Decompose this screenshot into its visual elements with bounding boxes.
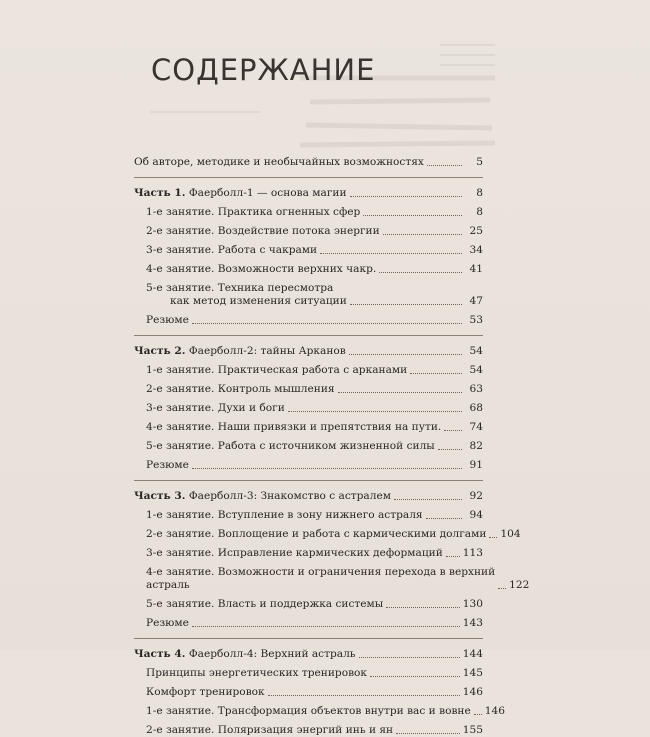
- leader-dots: [446, 556, 460, 557]
- toc-entry-row[interactable]: [134, 560, 530, 592]
- toc-part-row[interactable]: [134, 484, 483, 503]
- toc-entry-row[interactable]: [134, 434, 483, 453]
- toc-entry-label: 1-е занятие. Практика огненных сфер: [146, 206, 361, 218]
- leader-dots: [350, 196, 462, 197]
- part-number: Часть 1.: [134, 187, 186, 199]
- toc-page-number: 74: [469, 421, 483, 433]
- section-divider: [134, 472, 483, 481]
- toc-summary-row[interactable]: [134, 308, 483, 327]
- toc-page-number: 47: [469, 295, 483, 307]
- toc-page-number: 54: [469, 364, 483, 376]
- toc-intro-row[interactable]: [134, 150, 483, 169]
- toc-entry-row[interactable]: [134, 718, 483, 737]
- toc-part-label: [134, 345, 346, 358]
- part-title: Фаерболл-3: Знакомство с астралем: [188, 490, 391, 502]
- toc-page-number: 25: [469, 225, 483, 237]
- part-title: Фаерболл-1 — основа магии: [188, 187, 347, 199]
- toc-entry-label: 4-е занятие. Наши привязки и препятствия на пути.: [146, 421, 442, 433]
- leader-dots: [192, 468, 462, 469]
- toc-page-number: 8: [476, 206, 483, 218]
- leader-dots: [386, 607, 460, 608]
- toc-entry-label: Резюме: [146, 617, 189, 629]
- leader-dots: [426, 518, 462, 519]
- leader-dots: [349, 354, 462, 355]
- toc-entry-label: 1-е занятие. Трансформация объектов внутри вас и вовне: [146, 705, 471, 717]
- leader-dots: [438, 449, 462, 450]
- section-divider: [134, 630, 483, 639]
- toc-page-number: 155: [462, 724, 483, 736]
- leader-dots: [489, 537, 497, 538]
- toc-entry-label: 5-е занятие. Работа с источником жизненной силы: [146, 440, 435, 452]
- toc-page-number: 145: [462, 667, 483, 679]
- toc-entry-label: 2-е занятие. Контроль мышления: [146, 383, 335, 395]
- page-title: СОДЕРЖАНИЕ: [151, 53, 376, 88]
- leader-dots: [379, 272, 462, 273]
- toc-page-number: 113: [462, 547, 483, 559]
- part-title: Фаерболл-2: тайны Арканов: [188, 345, 346, 357]
- toc-entry-row[interactable]: [134, 415, 483, 434]
- toc-part-row[interactable]: [134, 339, 483, 358]
- leader-dots: [320, 253, 462, 254]
- toc-entry-label: 3-е занятие. Работа с чакрами: [146, 244, 318, 256]
- toc-page-number: 146: [462, 686, 483, 698]
- toc-entry-line1: 5-е занятие. Техника пересмотра: [146, 282, 334, 294]
- toc-page-number: 34: [469, 244, 483, 256]
- leader-dots: [444, 430, 462, 431]
- toc-page-number: 146: [484, 705, 505, 717]
- toc-entry-line2: астраль: [146, 579, 190, 591]
- leader-dots: [410, 373, 462, 374]
- toc-entry-label: Об авторе, методике и необычайных возможностях: [134, 156, 424, 168]
- leader-dots: [288, 411, 462, 412]
- toc-entry-label: [146, 282, 347, 308]
- toc-entry-row[interactable]: [134, 522, 521, 541]
- toc-entry-label: 1-е занятие. Вступление в зону нижнего астраля: [146, 509, 423, 521]
- leader-dots: [350, 304, 462, 305]
- leader-dots: [192, 626, 460, 627]
- toc-entry-label: Принципы энергетических тренировок: [146, 667, 368, 679]
- leader-dots: [474, 714, 482, 715]
- toc-page-number: 104: [500, 528, 521, 540]
- toc-page-number: 5: [476, 156, 483, 168]
- toc-summary-row[interactable]: [134, 453, 483, 472]
- part-number: Часть 3.: [134, 490, 186, 502]
- section-divider: [134, 169, 483, 178]
- toc-entry-row[interactable]: [134, 680, 483, 699]
- leader-dots: [396, 733, 460, 734]
- toc-part-row[interactable]: [134, 181, 483, 200]
- toc-part-label: [134, 490, 391, 503]
- part-number: Часть 2.: [134, 345, 186, 357]
- toc-page-number: 144: [462, 648, 483, 660]
- leader-dots: [394, 499, 462, 500]
- toc-page-number: 143: [462, 617, 483, 629]
- toc-entry-row[interactable]: [134, 503, 483, 522]
- toc-entry-row[interactable]: [134, 257, 483, 276]
- toc-part-label: [134, 187, 347, 200]
- toc-entry-row[interactable]: [134, 541, 483, 560]
- toc-page-number: 63: [469, 383, 483, 395]
- leader-dots: [363, 215, 462, 216]
- toc-entry-label: 3-е занятие. Духи и боги: [146, 402, 285, 414]
- leader-dots: [370, 676, 460, 677]
- toc-entry-label: Резюме: [146, 459, 189, 471]
- toc-page-number: 91: [469, 459, 483, 471]
- toc-summary-row[interactable]: [134, 611, 483, 630]
- toc-entry-label: Резюме: [146, 314, 189, 326]
- toc-entry-line2: как метод изменения ситуации: [170, 295, 347, 307]
- toc-page-number: 53: [469, 314, 483, 326]
- toc-entry-row[interactable]: [134, 661, 483, 680]
- toc-entry-row[interactable]: [134, 238, 483, 257]
- leader-dots: [427, 165, 462, 166]
- table-of-contents: [134, 150, 530, 737]
- toc-page-number: 94: [469, 509, 483, 521]
- leader-dots: [383, 234, 462, 235]
- toc-entry-label: 3-е занятие. Исправление кармических деформаций: [146, 547, 443, 559]
- toc-entry-row[interactable]: [134, 200, 483, 219]
- toc-entry-row[interactable]: [134, 396, 483, 415]
- toc-page-number: 122: [509, 579, 530, 591]
- toc-page-number: 82: [469, 440, 483, 452]
- part-number: Часть 4.: [134, 648, 186, 660]
- toc-page-number: 41: [469, 263, 483, 275]
- toc-entry-label: 2-е занятие. Поляризация энергий инь и ян: [146, 724, 394, 736]
- leader-dots: [498, 588, 506, 589]
- toc-part-row[interactable]: [134, 642, 483, 661]
- leader-dots: [268, 695, 460, 696]
- leader-dots: [359, 657, 460, 658]
- section-divider: [134, 327, 483, 336]
- toc-entry-label: 1-е занятие. Практическая работа с арканами: [146, 364, 408, 376]
- toc-entry-label: 5-е занятие. Власть и поддержка системы: [146, 598, 384, 610]
- toc-entry-line1: 4-е занятие. Возможности и ограничения перехода в верхний: [146, 566, 496, 578]
- toc-page-number: 68: [469, 402, 483, 414]
- leader-dots: [338, 392, 462, 393]
- leader-dots: [192, 323, 462, 324]
- toc-entry-row[interactable]: [134, 219, 483, 238]
- toc-entry-label: 2-е занятие. Воздействие потока энергии: [146, 225, 380, 237]
- part-title: Фаерболл-4: Верхний астраль: [188, 648, 356, 660]
- toc-entry-row[interactable]: [134, 377, 483, 396]
- toc-entry-label: [146, 566, 495, 592]
- toc-entry-label: 2-е занятие. Воплощение и работа с кармическими долгами: [146, 528, 487, 540]
- toc-page-number: 8: [476, 187, 483, 199]
- toc-page-number: 54: [469, 345, 483, 357]
- toc-entry-row[interactable]: [134, 592, 483, 611]
- toc-entry-row[interactable]: [134, 358, 483, 377]
- toc-page-number: 92: [469, 490, 483, 502]
- toc-entry-label: Комфорт тренировок: [146, 686, 265, 698]
- toc-entry-row[interactable]: [134, 276, 483, 308]
- toc-page-number: 130: [462, 598, 483, 610]
- toc-entry-label: 4-е занятие. Возможности верхних чакр.: [146, 263, 377, 275]
- toc-entry-row[interactable]: [134, 699, 505, 718]
